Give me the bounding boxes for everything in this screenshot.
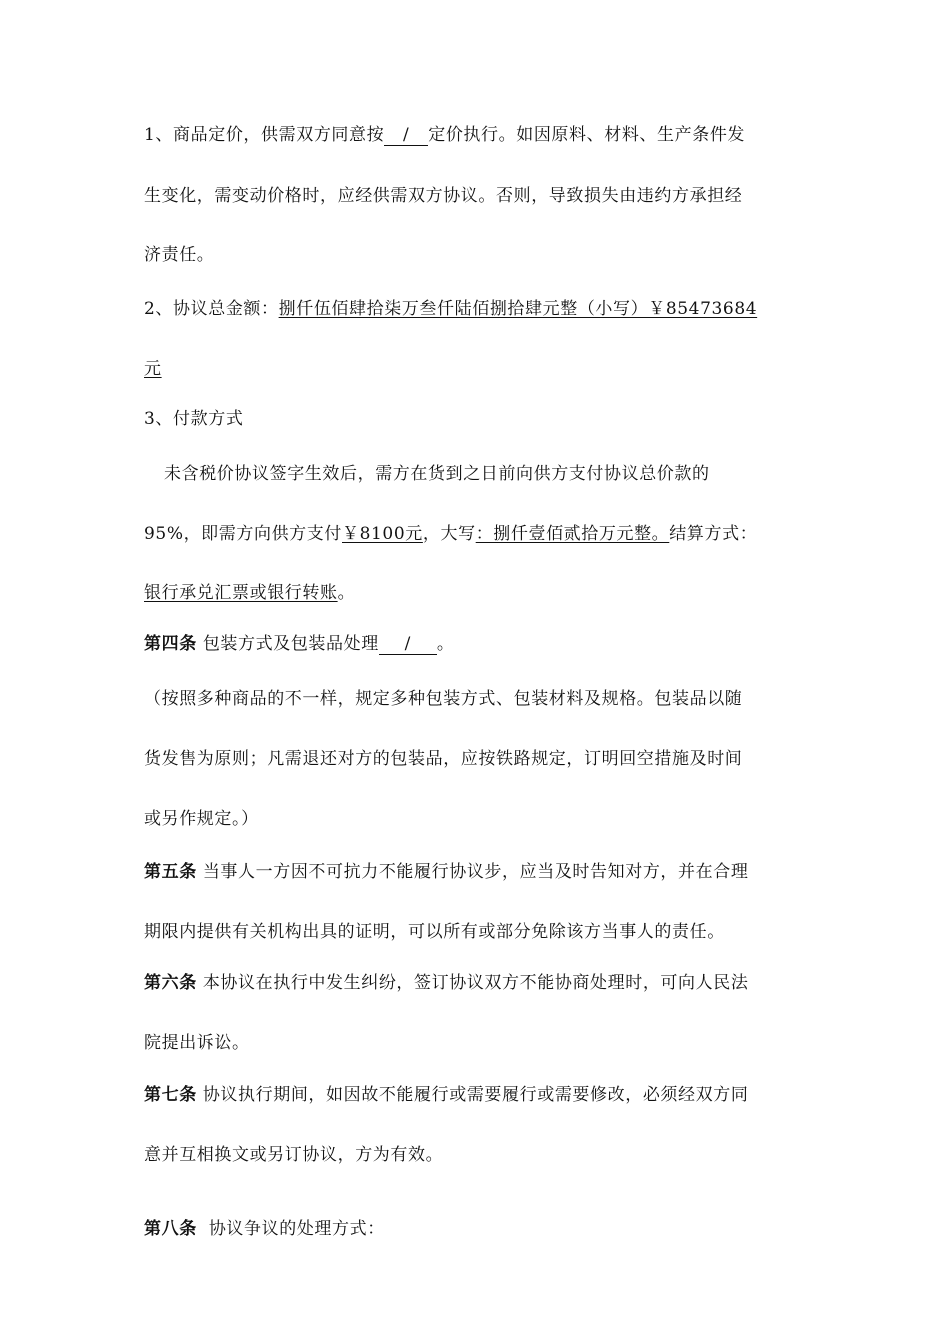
article-6-title: 第六条 bbox=[144, 973, 197, 993]
article-7-title: 第七条 bbox=[144, 1085, 197, 1105]
article-5-line-2: 期限内提供有关机构出具的证明，可以所有或部分免除该方当事人的责任。 bbox=[144, 922, 725, 942]
total-amount-label: 2、协议总金额： bbox=[144, 299, 279, 319]
article-6-line-1 bbox=[144, 971, 748, 995]
clause-1-text-cont: 定价执行。如因原料、材料、生产条件发 bbox=[428, 125, 746, 145]
clause-1-line-1 bbox=[144, 123, 745, 147]
article-5-line-1 bbox=[144, 860, 748, 884]
article-5-text: 当事人一方因不可抗力不能履行协议步，应当及时告知对方，并在合理 bbox=[196, 862, 749, 882]
packaging-blank: / bbox=[379, 634, 437, 655]
clause-2-line-2: 元 bbox=[144, 359, 162, 379]
article-7-line-2: 意并互相换文或另订协议，方为有效。 bbox=[144, 1145, 444, 1165]
payment-text-cont: ，大写 bbox=[422, 524, 476, 544]
article-4-title: 第四条 bbox=[144, 634, 197, 654]
clause-3-line-1: 未含税价协议签字生效后，需方在货到之日前向供方支付协议总价款的 bbox=[164, 464, 710, 484]
article-5-title: 第五条 bbox=[144, 862, 197, 882]
article-8-line-1 bbox=[144, 1217, 385, 1241]
article-6-text: 本协议在执行中发生纠纷，签订协议双方不能协商处理时，可向人民法 bbox=[196, 973, 749, 993]
article-7-text: 协议执行期间，如因故不能履行或需要履行或需要修改，必须经双方同 bbox=[196, 1085, 749, 1105]
article-4-note-3: 或另作规定。） bbox=[144, 809, 259, 829]
article-8-title: 第八条 bbox=[144, 1219, 197, 1239]
article-4-note-1: （按照多种商品的不一样，规定多种包装方式、包装材料及规格。包装品以随 bbox=[144, 689, 743, 709]
article-8-text: 协议争议的处理方式： bbox=[196, 1219, 385, 1239]
settlement-label: 结算方式： bbox=[669, 524, 758, 544]
clause-1-line-2: 生变化，需变动价格时，应经供需双方协议。否则，导致损失由违约方承担经 bbox=[144, 186, 743, 206]
clause-3-heading: 3、付款方式 bbox=[144, 409, 244, 429]
article-4-note-2: 货发售为原则；凡需退还对方的包装品，应按铁路规定，订明回空措施及时间 bbox=[144, 749, 743, 769]
clause-3-line-2 bbox=[144, 522, 757, 546]
clause-2-line-1 bbox=[144, 297, 757, 321]
settlement-end: 。 bbox=[337, 583, 356, 603]
article-4-end: 。 bbox=[436, 634, 455, 654]
payment-text: 95%，即需方向供方支付 bbox=[144, 524, 342, 544]
settlement-method: 银行承兑汇票或银行转账 bbox=[144, 583, 338, 603]
clause-3-line-3 bbox=[144, 581, 355, 605]
article-7-line-1 bbox=[144, 1083, 748, 1107]
article-6-line-2: 院提出诉讼。 bbox=[144, 1033, 250, 1053]
clause-1-line-3: 济责任。 bbox=[144, 245, 215, 265]
payment-amount-words: ：捌仟壹佰贰拾万元整。 bbox=[475, 524, 670, 544]
article-4-line-1 bbox=[144, 632, 454, 656]
article-4-text: 包装方式及包装品处理 bbox=[196, 634, 379, 654]
total-amount-value: 捌仟伍佰肆拾柒万叁仟陆佰捌拾肆元整（小写）￥85473684 bbox=[278, 299, 758, 319]
pricing-blank: / bbox=[384, 125, 428, 146]
clause-1-text: 1、商品定价，供需双方同意按 bbox=[144, 125, 385, 145]
payment-amount: ￥8100元 bbox=[342, 524, 423, 544]
